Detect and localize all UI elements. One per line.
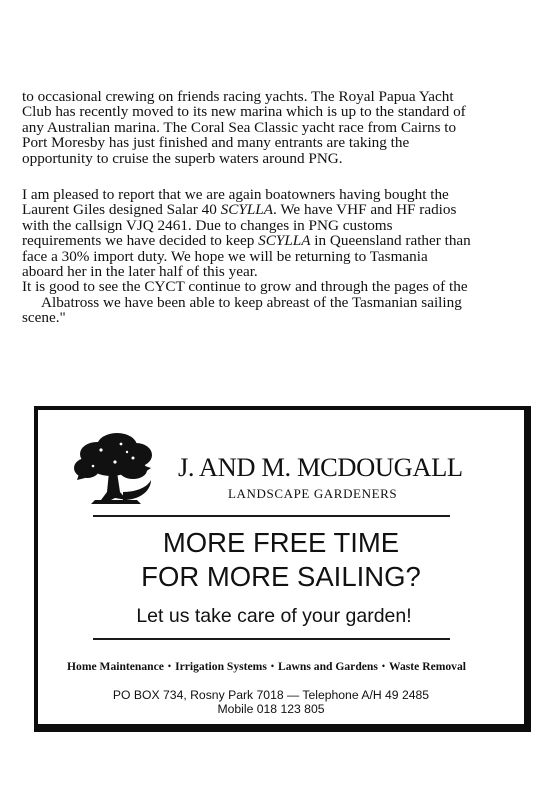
trade-label: LANDSCAPE GARDENERS: [228, 486, 398, 501]
text-fragment: . We have VHF and HF radios: [273, 201, 457, 219]
vessel-name: SCYLLA: [258, 232, 311, 250]
postal-address: PO BOX 734, Rosny Park 7018 — Telephone A/H 49 2485: [112, 688, 430, 702]
text-line: scene.": [22, 309, 66, 327]
services-list: [67, 660, 466, 673]
text-line: Port Moresby has just finished and many entrants are taking the: [22, 134, 410, 152]
text-line: with the callsign VJQ 2461. Due to changes in PNG customs: [22, 216, 393, 234]
text-line: opportunity to cruise the superb waters around PNG.: [22, 149, 343, 167]
service-item: Home Maintenance: [67, 660, 164, 673]
text-line: It is good to see the CYCT continue to grow and through the pages of the: [22, 278, 468, 296]
paragraph-1: [22, 89, 528, 166]
text-fragment: in Queensland rather than: [310, 232, 471, 250]
service-item: Waste Removal: [389, 660, 467, 673]
text-line: any Australian marina. The Coral Sea Classic yacht race from Cairns to: [22, 118, 457, 136]
text-line: to occasional crewing on friends racing yachts. The Royal Papua Yacht: [22, 88, 454, 105]
service-item: Irrigation Systems: [175, 660, 267, 673]
bullet-separator: •: [381, 661, 386, 671]
bullet-separator: •: [167, 661, 172, 671]
service-item: Lawns and Gardens: [278, 660, 378, 673]
text-fragment: requirements we have decided to keep: [22, 232, 259, 250]
paragraph-3: [22, 279, 528, 325]
article-text: [22, 89, 528, 326]
text-line: I am pleased to report that we are again boatowners having bought the: [22, 186, 449, 204]
mobile-number: Mobile 018 123 805: [217, 702, 325, 716]
text-line: Albatross we have been able to keep abreast of the Tasmanian sailing: [41, 293, 462, 311]
headline: FOR MORE SAILING?: [141, 561, 421, 592]
divider: [93, 515, 450, 517]
text-line: face a 30% import duty. We hope we will be returning to Tasmania: [22, 247, 428, 265]
company-name: J. AND M. MCDOUGALL: [178, 452, 463, 482]
paragraph-2: [22, 187, 528, 279]
divider: [93, 638, 450, 640]
text-line: aboard her in the later half of this year.: [22, 263, 258, 281]
tree-icon: [71, 428, 155, 512]
text-line: Club has recently moved to its new marina which is up to the standard of: [22, 103, 466, 121]
text-fragment: Laurent Giles designed Salar 40: [22, 201, 221, 219]
advertisement-box: [34, 406, 531, 732]
bullet-separator: •: [270, 661, 275, 671]
headline: MORE FREE TIME: [162, 527, 400, 558]
vessel-name: SCYLLA: [220, 201, 273, 219]
tagline: Let us take care of your garden!: [136, 605, 412, 627]
contact-details: [38, 688, 504, 716]
